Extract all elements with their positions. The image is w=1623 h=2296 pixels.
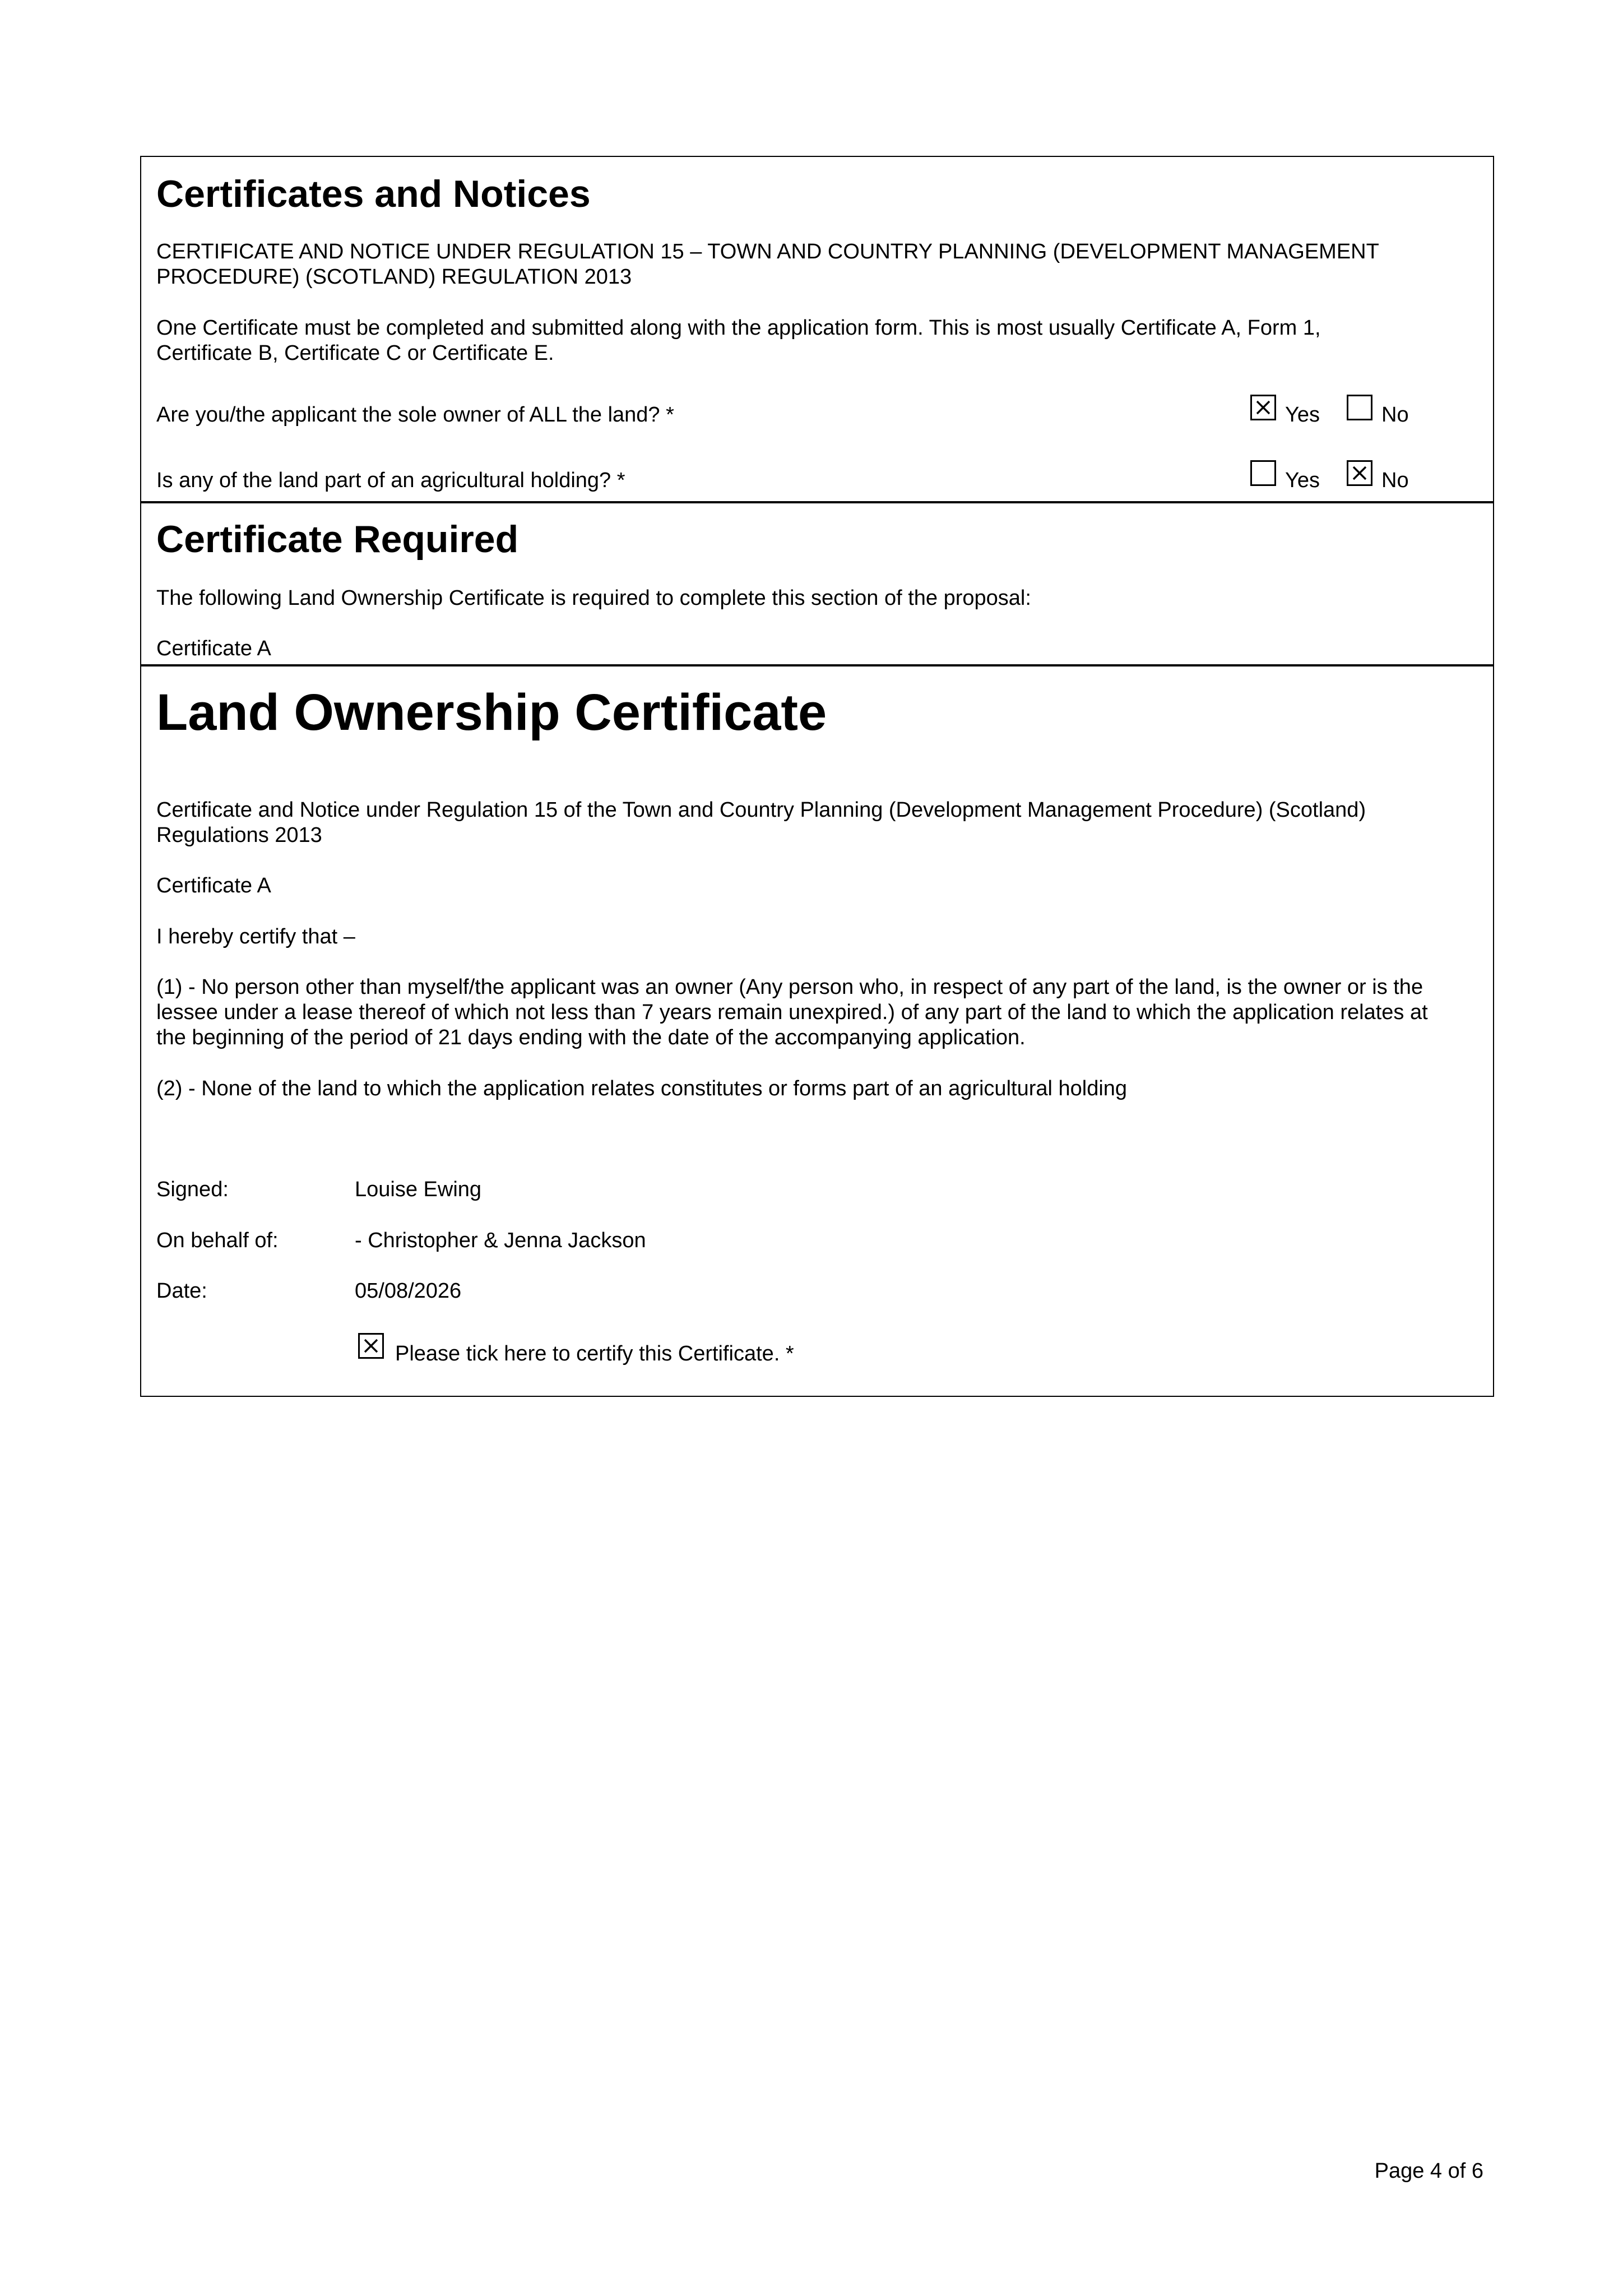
- signed-value: Louise Ewing: [355, 1178, 482, 1201]
- agricultural-holding-yes-checkbox[interactable]: [1250, 460, 1276, 486]
- intro-text-line1: One Certificate must be completed and submitted along with the application form. This is most usually Certificate A, Form 1,: [156, 316, 1321, 340]
- land-ownership-certificate-name: Certificate A: [156, 874, 271, 897]
- check-x-icon: [1252, 396, 1274, 419]
- section-divider: [141, 501, 1493, 503]
- check-x-icon: [360, 1335, 382, 1357]
- certify-checkbox[interactable]: [358, 1333, 384, 1359]
- check-x-icon: [1348, 462, 1371, 484]
- notice-text-line2: Regulations 2013: [156, 823, 322, 847]
- sole-owner-question: Are you/the applicant the sole owner of ALL the land? *: [156, 403, 674, 427]
- clause2-text: (2) - None of the land to which the application relates constitutes or forms part of an agricultural holding: [156, 1077, 1128, 1100]
- certificate-required-heading: Certificate Required: [156, 518, 519, 561]
- signed-label: Signed:: [156, 1178, 229, 1201]
- intro-text-line2: Certificate B, Certificate C or Certificate E.: [156, 341, 554, 365]
- sole-owner-no-checkbox[interactable]: [1347, 395, 1372, 420]
- agricultural-holding-no-label: No: [1381, 469, 1409, 492]
- clause1-line2: lessee under a lease thereof of which not less than 7 years remain unexpired.) of any part of the land to which the application relates at: [156, 1001, 1428, 1024]
- clause1-line3: the beginning of the period of 21 days ending with the date of the accompanying application.: [156, 1026, 1026, 1049]
- land-ownership-heading: Land Ownership Certificate: [156, 684, 827, 741]
- certify-checkbox-label: Please tick here to certify this Certificate. *: [395, 1342, 794, 1365]
- required-certificate-name: Certificate A: [156, 637, 271, 660]
- regulation-text-line1: CERTIFICATE AND NOTICE UNDER REGULATION 15 – TOWN AND COUNTRY PLANNING (DEVELOPMENT MANAGEMENT: [156, 240, 1379, 263]
- on-behalf-of-value: - Christopher & Jenna Jackson: [355, 1229, 646, 1252]
- date-value: 05/08/2026: [355, 1279, 462, 1303]
- sole-owner-yes-checkbox[interactable]: [1250, 395, 1276, 420]
- on-behalf-of-label: On behalf of:: [156, 1229, 279, 1252]
- section-divider: [141, 664, 1493, 666]
- certificates-form: [140, 156, 1494, 1397]
- agricultural-holding-question: Is any of the land part of an agricultural holding? *: [156, 469, 625, 492]
- certificates-and-notices-heading: Certificates and Notices: [156, 173, 591, 215]
- clause1-line1: (1) - No person other than myself/the applicant was an owner (Any person who, in respect of any part of the land, is the owner or is the: [156, 975, 1423, 999]
- sole-owner-no-label: No: [1381, 403, 1409, 427]
- certify-intro: I hereby certify that –: [156, 925, 355, 948]
- certificate-required-description: The following Land Ownership Certificate is required to complete this section of the proposal:: [156, 586, 1031, 610]
- sole-owner-yes-label: Yes: [1285, 403, 1320, 427]
- date-label: Date:: [156, 1279, 207, 1303]
- regulation-text-line2: PROCEDURE) (SCOTLAND) REGULATION 2013: [156, 265, 632, 289]
- page-number: Page 4 of 6: [1374, 2159, 1483, 2183]
- agricultural-holding-yes-label: Yes: [1285, 469, 1320, 492]
- notice-text-line1: Certificate and Notice under Regulation 15 of the Town and Country Planning (Development Management Procedure) (Scotland): [156, 798, 1366, 822]
- agricultural-holding-no-checkbox[interactable]: [1347, 460, 1372, 486]
